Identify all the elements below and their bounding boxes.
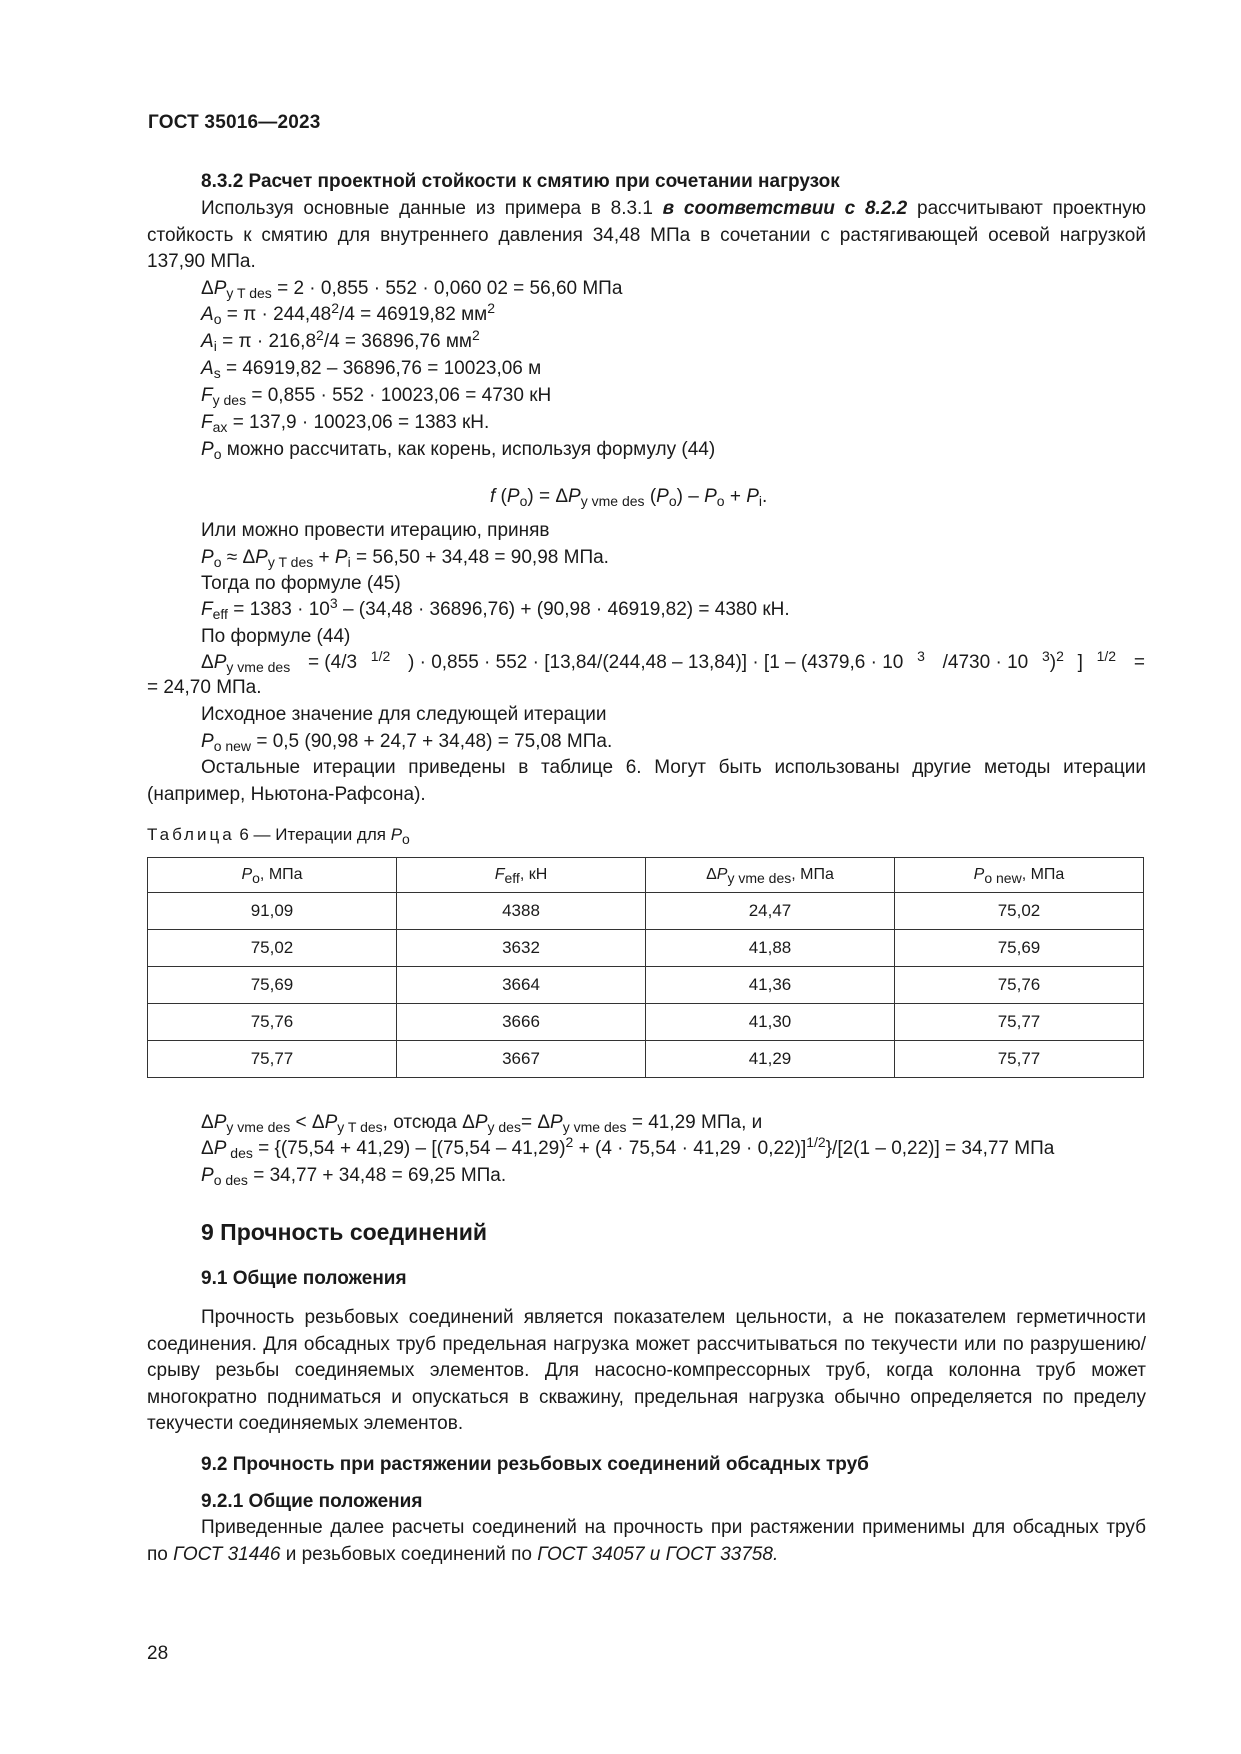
reference-gost-34057-33758[interactable]: ГОСТ 34057 и ГОСТ 33758.	[537, 1543, 779, 1565]
formula-dpy-vme-des: $\Delta P_{y vme des}$ = (4/3 $^{1/2}$ ) · 0,855 · 552 · [13,84/(244,48 – 13,84)] · [1 – (4379,6 · 10 $^3$ /4730 · 10 $^3$)$^2$ ] $^{1/2}$ =	[201, 648, 1145, 675]
formula-po-approx: $P_o \approx \Delta P_{y T des} + P_i = 56,50 + 34,48 = 90,98$ МПа.	[201, 547, 609, 570]
section-9-title: 9 Прочность соединений	[201, 1219, 488, 1245]
formula-ao: $A_o = \pi \cdot 244,48^2/4 = 46919,82$ $мм^2$	[201, 300, 495, 327]
table-header-row	[148, 858, 1144, 893]
by-formula-44: По формуле (44)	[201, 626, 351, 647]
formula-po-new: $P_{o new} = 0,5$ (90,98 + 24,7 + 34,48) = 75,08 МПа.	[201, 731, 613, 754]
paragraph-9-1: Прочность резьбовых соединений является показателем цельности, а не показателем герметичности соединения. Для обсадных труб предельная нагрузка может рассчитываться по текучести или по разрушению/срыву резьбы соединяемых элементов. Для насосно-компрессорных труб, когда колонна труб может многократно подниматься и опускаться в скважину, предельная нагрузка обычно определяется по пределу текучести соединяемых элементов.	[147, 1307, 1146, 1434]
table-row: 75,02 3632 41,88 75,69	[148, 930, 1144, 967]
table-row: 75,76 3666 41,30 75,77	[148, 1004, 1144, 1041]
formula-dpy-vme-result: = 24,70 МПа.	[147, 677, 262, 698]
reference-gost-31446[interactable]: ГОСТ 31446	[173, 1543, 281, 1565]
table-row: 75,77 3667 41,29 75,77	[148, 1041, 1144, 1078]
formula-feff: $F_{eff} = 1383 \cdot 10^3 - (34,48 \cdot 36896,76) + (90,98 \cdot 46919,82) = 4380$ кН.	[201, 595, 790, 622]
iteration-intro: Или можно провести итерацию, приняв	[201, 520, 550, 541]
formula-po-des: $P_{o des} = 34,77 + 34,48 = 69,25$ МПа.	[201, 1165, 507, 1188]
col-header-po: $P_o$, МПа	[148, 858, 397, 893]
col-header-po-new: $P_{o new}$, МПа	[895, 858, 1144, 893]
page-number: 28	[147, 1643, 169, 1664]
paragraph-9-2-1: Приведенные далее расчеты соединений на прочность при растяжении применимы для обсадных труб по ГОСТ 31446 и резьбовых соединений по ГОСТ 34057 и ГОСТ 33758.	[147, 1517, 1146, 1565]
table-caption: Таблица 6 — Итерации для $P_o$	[147, 825, 410, 847]
reference-8-2-2[interactable]: в соответствии с 8.2.2	[662, 198, 908, 219]
heading-9-1: 9.1 Общие положения	[201, 1268, 407, 1289]
iterations-table	[147, 857, 1144, 1078]
heading-9-2: 9.2 Прочность при растяжении резьбовых соединений обсадных труб	[201, 1454, 869, 1475]
standard-header: ГОСТ 35016—2023	[148, 112, 321, 133]
intro-paragraph: Используя основные данные из примера в 8.3.1 в соответствии с 8.2.2 рассчитывают проектную стойкость к смятию для внутреннего давления 34,48 МПа в сочетании с растягивающей осевой нагрузкой 137,90 МПа.	[147, 198, 1146, 272]
formula-ai: $A_i = \pi \cdot 216,8^2/4 = 36896,76$ $мм^2$	[201, 327, 480, 354]
formula-dpy-t-des: $\Delta P_{y T des} = 2 \cdot 0,855 \cdot 552 \cdot 0,060$ 02 = 56,60 МПа	[201, 278, 623, 301]
table-row: 91,09 4388 24,47 75,02	[148, 893, 1144, 930]
formula-po-root: $P_o$ можно рассчитать, как корень, используя формулу (44)	[201, 439, 716, 462]
formula-dp-des: ΔP $_{des} = \{(75,54 + 41,29) - [(75,54 - 41,29)^2 + (4 \cdot 75,54 \cdot 41,29 \cdot 0,22)]^{1/2}\}/[2(1 - 0,22)] = 34,77$ МПа	[201, 1134, 1055, 1161]
formula-comparison: $\Delta P_{y vme des} < \Delta P_{y T des}$, отсюда $\Delta P_{y des}= \Delta P_{y vme des} = 41,29$ МПа, и	[201, 1112, 763, 1135]
table-row: 75,69 3664 41,36 75,76	[148, 967, 1144, 1004]
heading-9-2-1: 9.2.1 Общие положения	[201, 1491, 423, 1512]
iterations-paragraph: Остальные итерации приведены в таблице 6. Могут быть использованы другие методы итерации (например, Ньютона-Рафсона).	[147, 757, 1146, 805]
heading-8-3-2: 8.3.2 Расчет проектной стойкости к смятию при сочетании нагрузок	[201, 171, 840, 192]
formula-as: $A_s = 46919,82 - 36896,76 = 10023,06$ м	[201, 358, 542, 381]
formula-fax: $F_{ax} = 137,9 \cdot 10023,06 = 1383$ кН.	[201, 412, 490, 435]
then-formula-45: Тогда по формуле (45)	[201, 573, 401, 594]
formula-fy-des: $F_{y des} = 0,855 \cdot 552 \cdot 10023,06 = 4730$ кН	[201, 385, 552, 408]
col-header-feff: $F_{eff}$, кН	[397, 858, 646, 893]
formula-f-po: f $(P_o) = \Delta P_{y vme des}$ $(P_o) - P_o + P_i$.	[490, 486, 768, 509]
next-iteration-label: Исходное значение для следующей итерации	[201, 704, 607, 725]
col-header-dpy: $\Delta P_{y vme des}$, МПа	[646, 858, 895, 893]
